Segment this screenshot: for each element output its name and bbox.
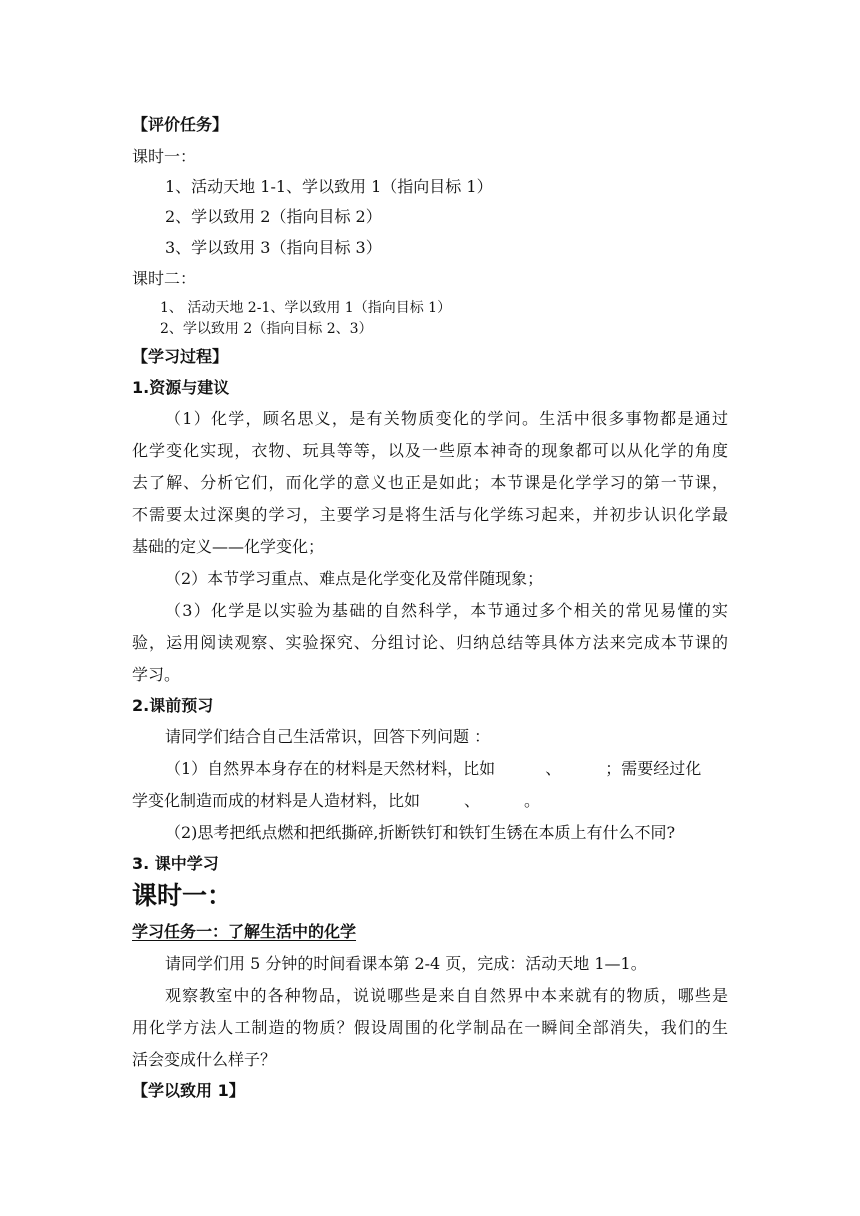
question-1-text: 学变化制造而成的材料是人造材料，比如 bbox=[132, 791, 421, 810]
period2-item: 2、学以致用 2（指向目标 2、3） bbox=[160, 321, 373, 337]
preview-intro: 请同学们结合自己生活常识，回答下列问题 ： bbox=[165, 727, 491, 746]
process-heading: 【学习过程】 bbox=[132, 347, 229, 366]
apply-1-heading: 【学以致用 1】 bbox=[132, 1081, 245, 1100]
separator: 、 bbox=[464, 791, 481, 810]
period1-item: 2、学以致用 2（指向目标 2） bbox=[165, 207, 382, 226]
period-one-heading: 课时一： bbox=[132, 881, 233, 910]
section-title-in-class: 3. 课中学习 bbox=[132, 854, 219, 873]
period2-item: 1、 活动天地 2-1、学以致用 1（指向目标 1） bbox=[160, 300, 452, 316]
paragraph-line: （1）化学，顾名思义，是有关物质变化的学问。生活中很多事物都是通过 bbox=[165, 409, 728, 428]
question-1-text: ；需要经过化 bbox=[605, 759, 702, 778]
paragraph-key-points: （2）本节学习重点、难点是化学变化及常伴随现象； bbox=[165, 569, 544, 588]
evaluation-heading: 【评价任务】 bbox=[132, 115, 229, 134]
paragraph-line: 不需要太过深奥的学习，主要学习是将生活与化学练习起来，并初步认识化学最 bbox=[132, 505, 728, 524]
paragraph-line: 化学变化实现，衣物、玩具等等，以及一些原本神奇的现象都可以从化学的角度 bbox=[132, 441, 728, 460]
paragraph-line: 去了解、分析它们，而化学的意义也正是如此；本节课是化学学习的第一节课， bbox=[132, 473, 728, 492]
period2-label: 课时二： bbox=[132, 269, 197, 288]
period-mark: 。 bbox=[524, 791, 541, 810]
paragraph-line: 验，运用阅读观察、实验探究、分组讨论、归纳总结等具体方法来完成本节课的 bbox=[132, 633, 728, 652]
question-2: （2)思考把纸点燃和把纸撕碎,折断铁钉和铁钉生锈在本质上有什么不同? bbox=[165, 823, 676, 842]
paragraph-line: 观察教室中的各种物品，说说哪些是来自自然界中本来就有的物质，哪些是 bbox=[165, 986, 728, 1005]
paragraph-line: 基础的定义——化学变化； bbox=[132, 537, 325, 556]
paragraph-line: （3）化学是以实验为基础的自然科学，本节通过多个相关的常见易懂的实 bbox=[165, 601, 728, 620]
period1-label: 课时一： bbox=[132, 147, 197, 166]
separator: 、 bbox=[545, 759, 562, 778]
question-1-text: （1）自然界本身存在的材料是天然材料，比如 bbox=[165, 759, 496, 778]
section-title-preview: 2.课前预习 bbox=[132, 696, 214, 715]
period1-item: 1、活动天地 1-1、学以致用 1（指向目标 1） bbox=[165, 177, 493, 196]
section-title-resources: 1.资源与建议 bbox=[132, 378, 230, 397]
question-1-line-2 bbox=[132, 790, 540, 812]
task-one-instruction: 请同学们用 5 分钟的时间看课本第 2-4 页，完成：活动天地 1—1。 bbox=[165, 954, 647, 973]
paragraph-line: 学习。 bbox=[132, 665, 181, 684]
paragraph-line: 活会变成什么样子？ bbox=[132, 1050, 277, 1069]
period1-item: 3、学以致用 3（指向目标 3） bbox=[165, 238, 382, 257]
task-one-title: 学习任务一：了解生活中的化学 bbox=[132, 922, 357, 941]
question-1-line-1 bbox=[165, 758, 701, 780]
paragraph-line: 用化学方法人工制造的物质？假设周围的化学制品在一瞬间全部消失，我们的生 bbox=[132, 1018, 728, 1037]
